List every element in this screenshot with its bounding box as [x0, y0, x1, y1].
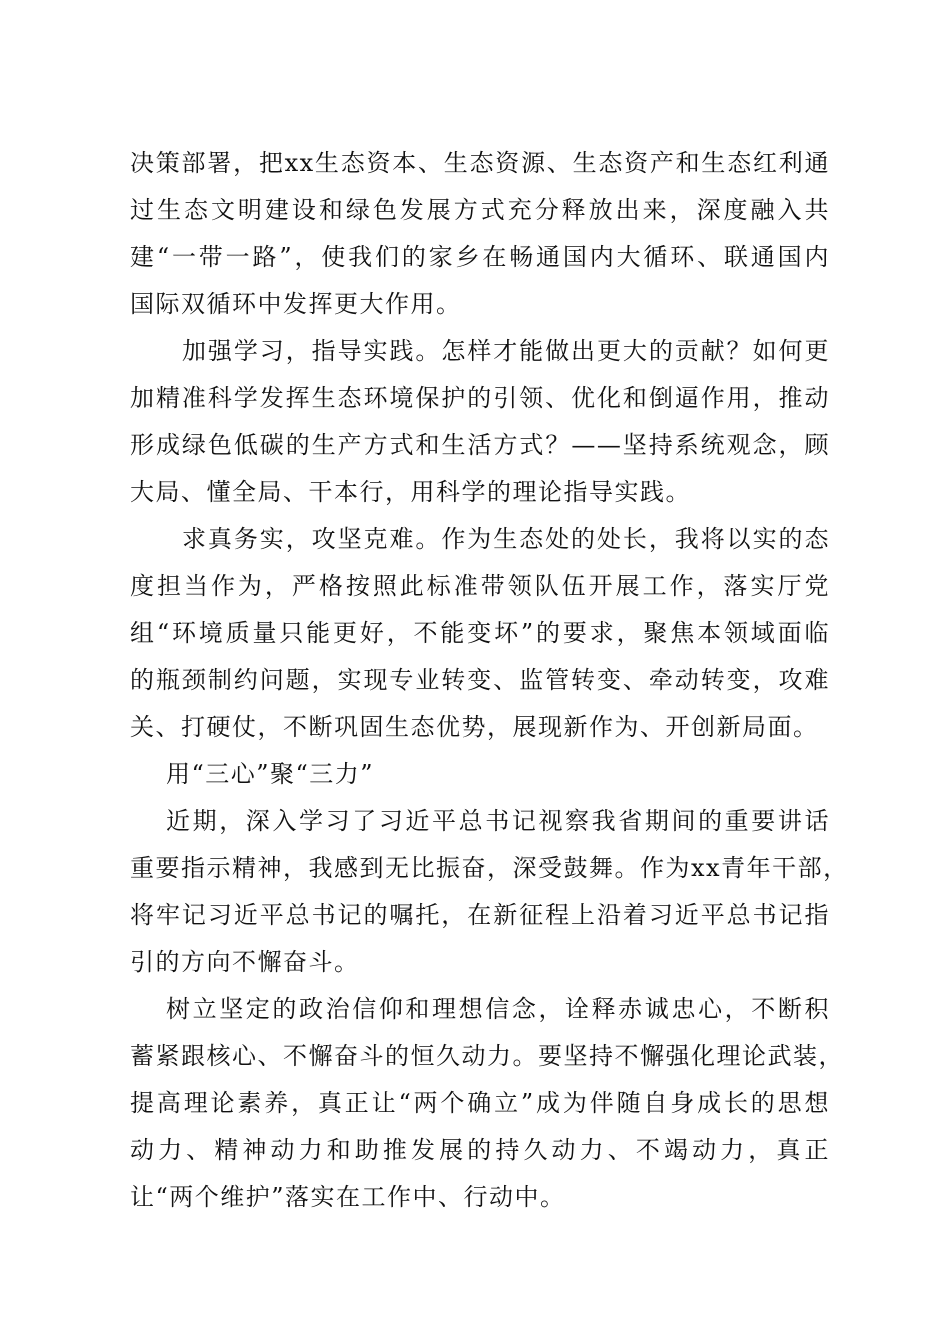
text-line: 大局、懂全局、干本行，用科学的理论指导实践。 [130, 478, 691, 506]
text-line: 重要指示精神，我感到无比振奋，深受鼓舞。作为xx青年干部， [130, 854, 849, 882]
text-line: 决策部署，把xx生态资本、生态资源、生态资产和生态红利通 [130, 149, 830, 177]
document-body [130, 140, 849, 1221]
text-line: 加精准科学发挥生态环境保护的引领、优化和倒逼作用，推动 [130, 384, 830, 412]
paragraph-recent-study [130, 798, 849, 986]
text-line: 用“三心”聚“三力” [166, 760, 375, 788]
text-line: 组“环境质量只能更好，不能变坏”的要求，聚焦本领域面临 [130, 619, 830, 647]
text-line: 让“两个维护”落实在工作中、行动中。 [130, 1183, 566, 1211]
paragraph-study-practice [130, 328, 830, 516]
text-line: 动力、精神动力和助推发展的持久动力、不竭动力，真正 [130, 1136, 830, 1164]
text-line: 的瓶颈制约问题，实现专业转变、监管转变、牵动转变，攻难 [130, 666, 830, 694]
text-line: 近期，深入学习了习近平总书记视察我省期间的重要讲话 [166, 807, 830, 835]
text-line: 关、打硬仗，不断巩固生态优势，展现新作为、开创新局面。 [130, 713, 819, 741]
text-line: 度担当作为，严格按照此标准带领队伍开展工作，落实厅党 [130, 572, 830, 600]
text-line: 蓄紧跟核心、不懈奋斗的恒久动力。要坚持不懈强化理论武装， [130, 1042, 844, 1070]
text-line: 加强学习，指导实践。怎样才能做出更大的贡献？如何更 [182, 337, 830, 365]
text-line: 形成绿色低碳的生产方式和生活方式？——坚持系统观念，顾 [130, 431, 830, 459]
text-line: 建“一带一路”，使我们的家乡在畅通国内大循环、联通国内 [130, 243, 830, 271]
text-line: 求真务实，攻坚克难。作为生态处的处长，我将以实的态 [182, 525, 830, 553]
text-line: 过生态文明建设和绿色发展方式充分释放出来，深度融入共 [130, 196, 830, 224]
text-line: 国际双循环中发挥更大作用。 [130, 290, 462, 318]
paragraph-continuation [130, 140, 830, 328]
paragraph-political-belief [130, 986, 844, 1221]
text-line: 树立坚定的政治信仰和理想信念，诠释赤诚忠心，不断积 [166, 995, 830, 1023]
text-line: 提高理论素养，真正让“两个确立”成为伴随自身成长的思想 [130, 1089, 830, 1117]
section-heading [130, 751, 830, 798]
text-line: 将牢记习近平总书记的嘱托，在新征程上沿着习近平总书记指 [130, 901, 830, 929]
paragraph-pragmatic [130, 516, 830, 751]
text-line: 引的方向不懈奋斗。 [130, 948, 360, 976]
